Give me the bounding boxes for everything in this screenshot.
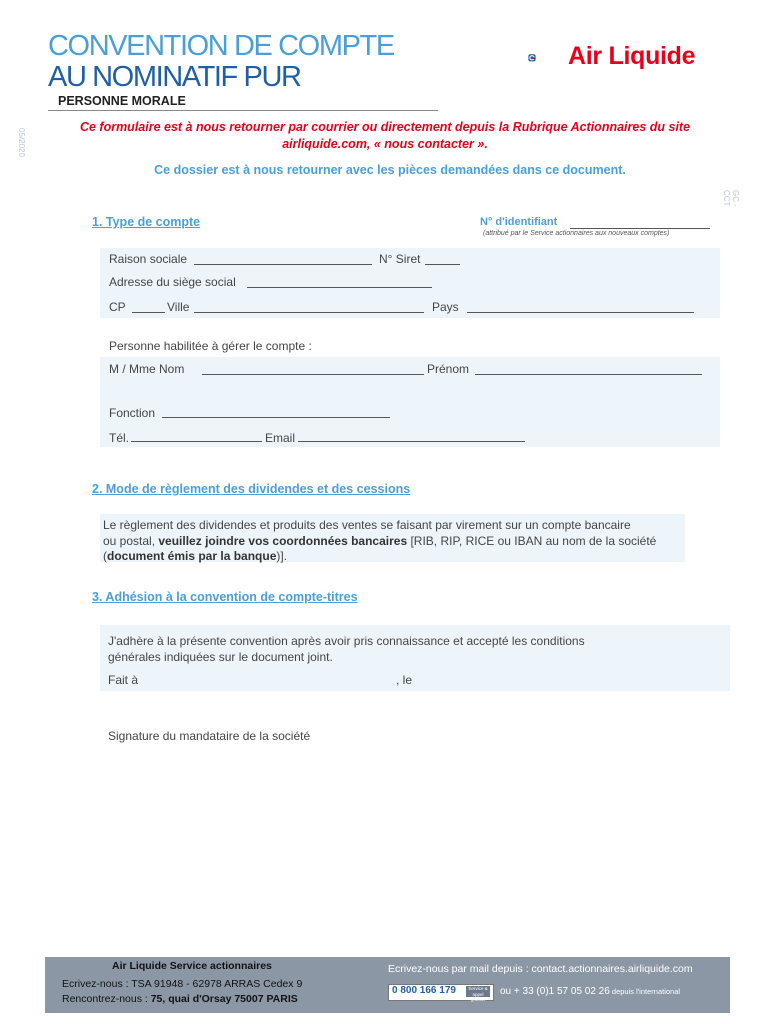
siret-label: N° Siret bbox=[379, 252, 421, 266]
payment-line-2: ou postal, veuillez joindre vos coordonnées bancaires [RIB, RIP, RICE ou IBAN au nom de la société bbox=[103, 534, 657, 548]
identifiant-label: N° d'identifiant bbox=[480, 216, 558, 228]
date-field[interactable] bbox=[420, 670, 620, 688]
identifiant-field[interactable] bbox=[570, 228, 710, 229]
raison-sociale-field[interactable] bbox=[194, 264, 372, 265]
raison-sociale-label: Raison sociale bbox=[109, 252, 188, 266]
signature-area[interactable] bbox=[108, 748, 408, 828]
blue-notice: Ce dossier est à nous retourner avec les pièces demandées dans ce document. bbox=[154, 163, 626, 177]
red-notice-line-1: Ce formulaire est à nous retourner par courrier ou directement depuis la Rubrique Actionnaires du site bbox=[79, 120, 691, 134]
cp-label: CP bbox=[109, 300, 126, 314]
adhesion-line-2: générales indiquées sur le document joint. bbox=[108, 650, 333, 664]
tel-label: Tél. bbox=[109, 431, 130, 445]
fonction-label: Fonction bbox=[109, 406, 156, 420]
adhesion-line-1: J'adhère à la présente convention après avoir pris connaissance et accepté les conditions bbox=[108, 634, 585, 648]
subtitle-rule bbox=[48, 110, 438, 111]
personne-habilitee-label: Personne habilitée à gérer le compte : bbox=[109, 339, 312, 353]
fonction-field[interactable] bbox=[162, 417, 390, 418]
side-code: GC - CCT bbox=[722, 190, 740, 207]
person-panel bbox=[100, 357, 720, 447]
nom-field[interactable] bbox=[202, 374, 424, 375]
section-3-heading: 3. Adhésion à la convention de compte-titres bbox=[92, 590, 358, 604]
logo-text: Air Liquide bbox=[568, 42, 696, 70]
air-liquide-logo bbox=[528, 38, 568, 78]
red-notice-line-2: airliquide.com, « nous contacter ». bbox=[282, 137, 488, 151]
subtitle: PERSONNE MORALE bbox=[58, 94, 186, 108]
identifiant-note: (attribué par le Service actionnaires aux nouveaux comptes) bbox=[483, 230, 670, 237]
phone-number[interactable]: 0 800 166 179 bbox=[392, 985, 456, 996]
payment-line-3: (document émis par la banque)]. bbox=[103, 549, 288, 563]
fait-a-label: Fait à bbox=[108, 673, 139, 687]
prenom-field[interactable] bbox=[475, 374, 702, 375]
email-label: Email bbox=[265, 431, 296, 445]
footer-service: Air Liquide Service actionnaires bbox=[112, 960, 272, 972]
signature-label: Signature du mandataire de la société bbox=[108, 729, 311, 743]
free-call-badge: Service & appel gratuits bbox=[466, 986, 490, 997]
nom-label: M / Mme Nom bbox=[109, 362, 185, 376]
section-1-heading: 1. Type de compte bbox=[92, 215, 201, 229]
prenom-label: Prénom bbox=[427, 362, 470, 376]
title-line-1: CONVENTION DE COMPTE bbox=[48, 30, 394, 62]
pays-field[interactable] bbox=[467, 312, 694, 313]
footer-meet-address: Rencontrez-nous : 75, quai d'Orsay 75007 PARIS bbox=[62, 993, 298, 1005]
ville-label: Ville bbox=[167, 300, 190, 314]
side-date: 05/2020 bbox=[17, 128, 26, 157]
payment-line-1: Le règlement des dividendes et produits des ventes se faisant par virement sur un compte bancaire bbox=[103, 518, 631, 532]
intl-phone[interactable]: ou + 33 (0)1 57 05 02 26 depuis l'international bbox=[500, 986, 681, 997]
ville-field[interactable] bbox=[194, 312, 424, 313]
footer-mail-link[interactable]: Ecrivez-nous par mail depuis : contact.actionnaires.airliquide.com bbox=[388, 963, 693, 975]
pays-label: Pays bbox=[432, 300, 459, 314]
date-label: , le bbox=[396, 673, 413, 687]
siret-field[interactable] bbox=[425, 264, 460, 265]
tel-field[interactable] bbox=[131, 441, 262, 442]
fait-a-field[interactable] bbox=[150, 670, 390, 688]
adresse-field[interactable] bbox=[247, 287, 432, 288]
cp-field[interactable] bbox=[132, 312, 165, 313]
section-2-heading: 2. Mode de règlement des dividendes et des cessions bbox=[92, 482, 411, 496]
title-line-2: AU NOMINATIF PUR bbox=[48, 61, 301, 93]
footer-write-address: Ecrivez-nous : TSA 91948 - 62978 ARRAS Cedex 9 bbox=[62, 978, 303, 990]
email-field[interactable] bbox=[298, 441, 525, 442]
adresse-label: Adresse du siège social bbox=[109, 275, 236, 289]
